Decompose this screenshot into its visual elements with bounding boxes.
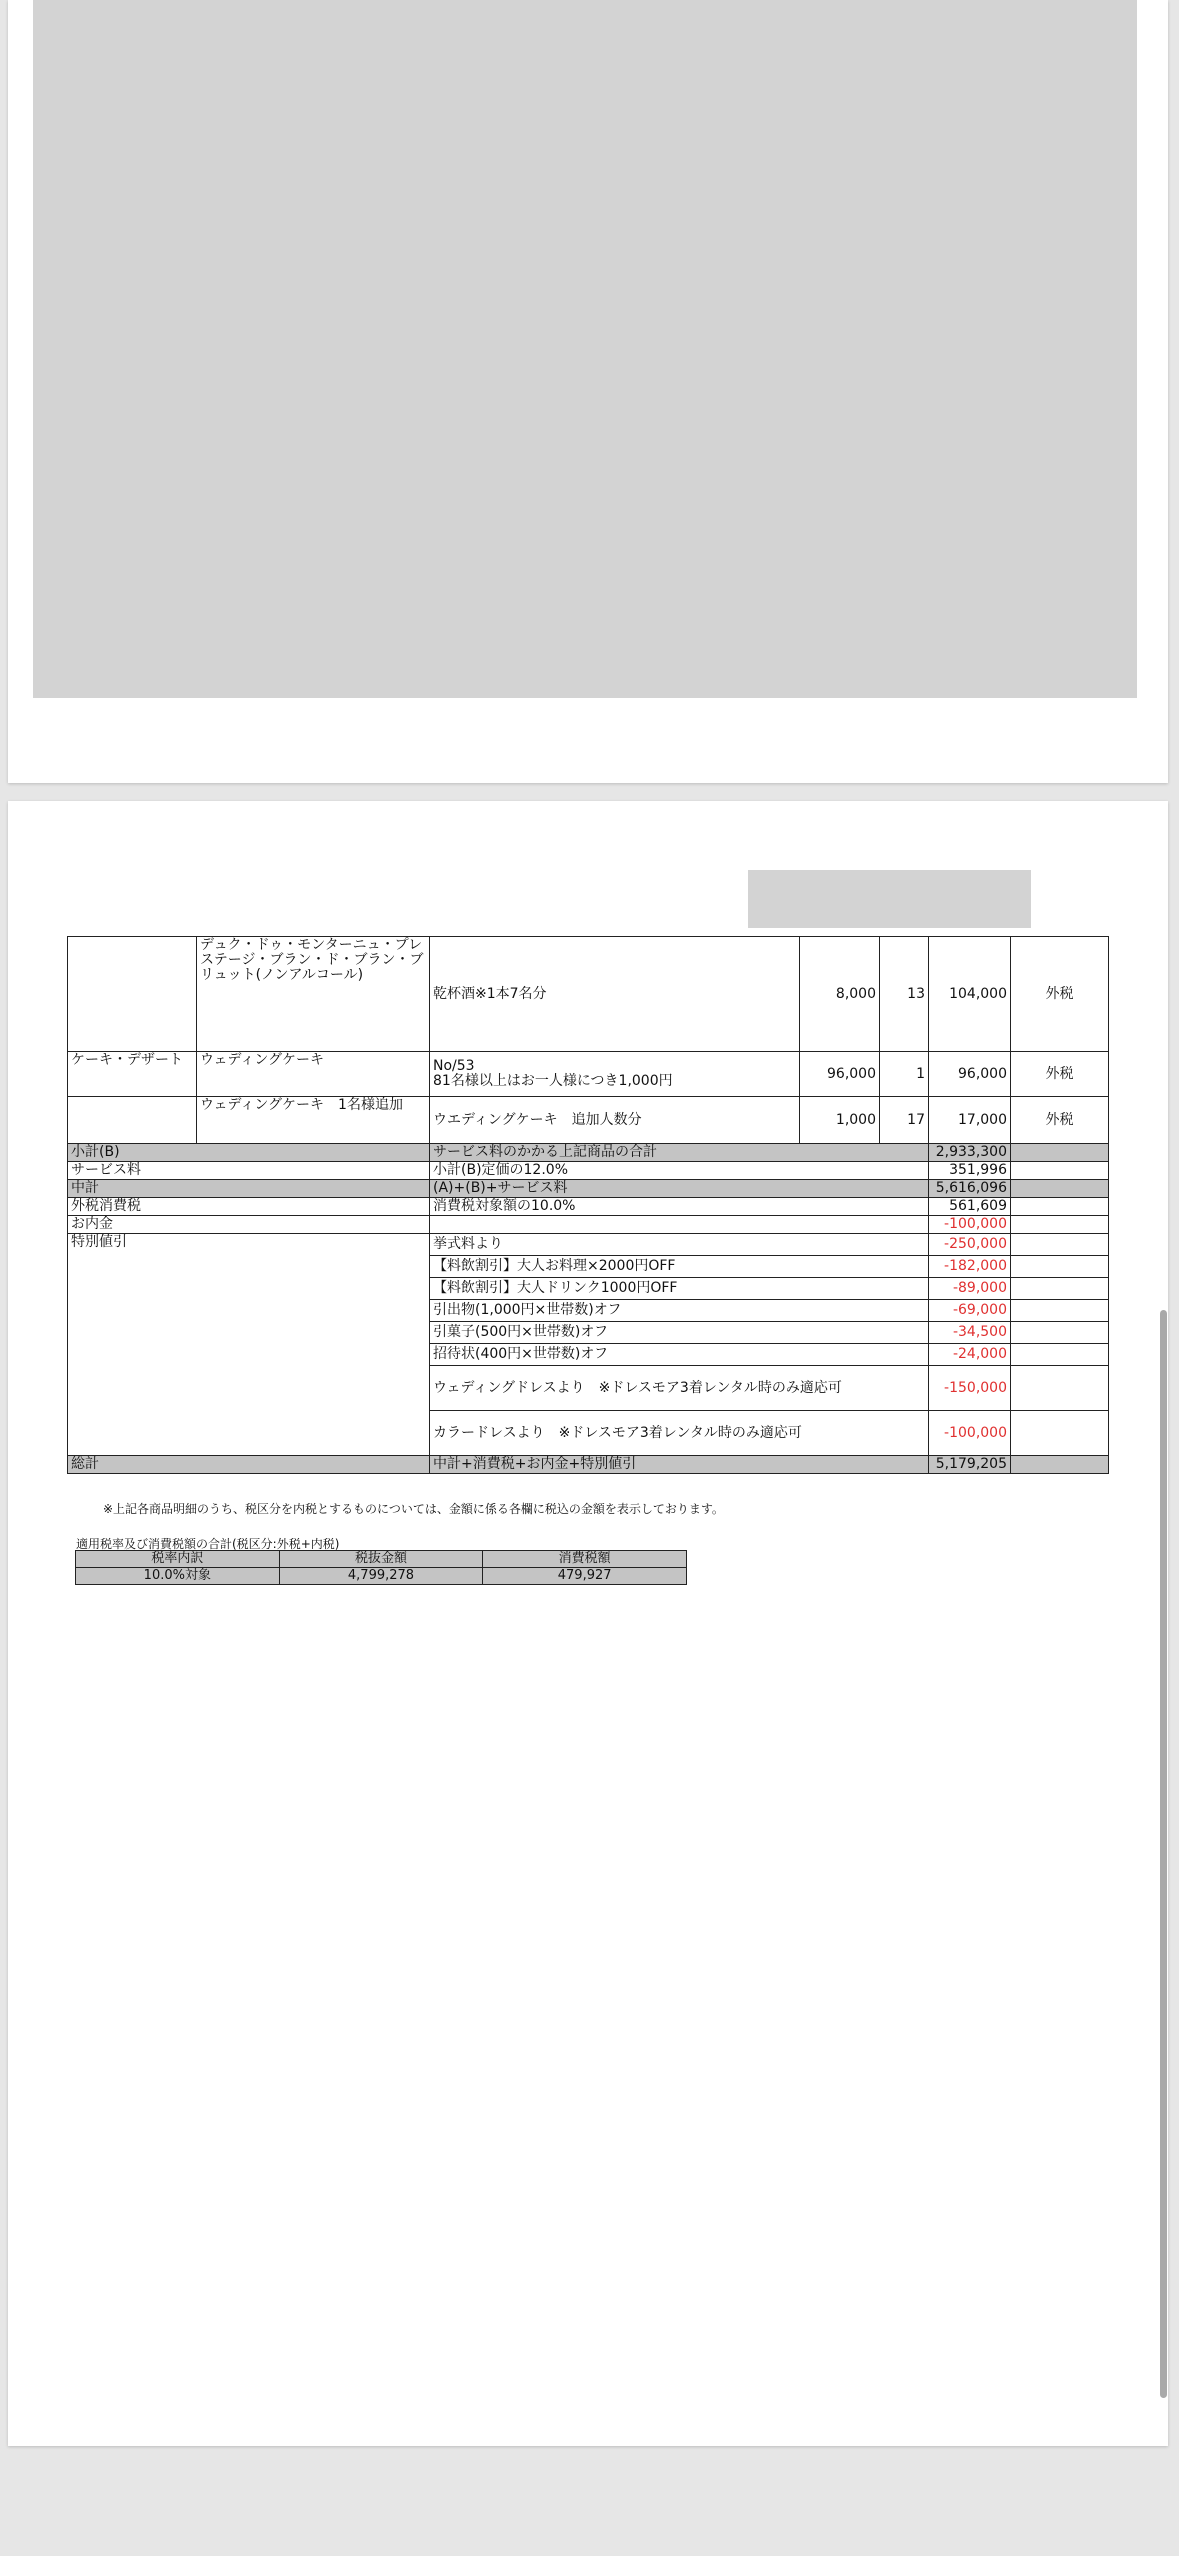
discount-desc: 招待状(400円×世帯数)オフ (430, 1344, 929, 1366)
total-amount: 5,179,205 (929, 1456, 1011, 1474)
estimate-table (67, 936, 1109, 1474)
tax-summary-caption: 適用税率及び消費税額の合計(税区分:外税+内税) (76, 1537, 340, 1551)
summary-label: お内金 (68, 1216, 430, 1234)
item-amount: 96,000 (929, 1052, 1011, 1097)
item-unit-price: 1,000 (800, 1097, 880, 1144)
tax-header-tax: 消費税額 (483, 1551, 687, 1568)
discount-desc: カラードレスより ※ドレスモア3着レンタル時のみ適応可 (430, 1411, 929, 1456)
summary-row (68, 1144, 1109, 1162)
summary-label: 外税消費税 (68, 1198, 430, 1216)
summary-desc: サービス料のかかる上記商品の合計 (430, 1144, 929, 1162)
tax-header-row (76, 1551, 687, 1568)
item-name: ウェディングケーキ 1名様追加 (197, 1097, 430, 1144)
item-qty: 1 (880, 1052, 929, 1097)
item-tax-type: 外税 (1011, 1097, 1109, 1144)
discount-amount: -69,000 (929, 1300, 1011, 1322)
tax-header-net: 税抜金額 (279, 1551, 483, 1568)
summary-desc: 小計(B)定価の12.0% (430, 1162, 929, 1180)
item-amount: 17,000 (929, 1097, 1011, 1144)
item-category: ケーキ・デザート (68, 1052, 197, 1097)
tax-rate: 10.0%対象 (76, 1568, 280, 1585)
summary-label: 小計(B) (68, 1144, 430, 1162)
discount-desc: 引菓子(500円×世帯数)オフ (430, 1322, 929, 1344)
summary-row (68, 1162, 1109, 1180)
discount-desc: 挙式料より (430, 1234, 929, 1256)
discount-amount: -89,000 (929, 1278, 1011, 1300)
discount-desc: 【料飲割引】大人ドリンク1000円OFF (430, 1278, 929, 1300)
item-tax-type: 外税 (1011, 937, 1109, 1052)
discount-amount: -24,000 (929, 1344, 1011, 1366)
item-name: デュク・ドゥ・モンターニュ・プレステージ・ブラン・ド・ブラン・ブリュット(ノンアルコール) (197, 937, 430, 1052)
item-detail: 乾杯酒※1本7名分 (430, 937, 800, 1052)
summary-row (68, 1180, 1109, 1198)
item-detail: ウエディングケーキ 追加人数分 (430, 1097, 800, 1144)
item-unit-price: 96,000 (800, 1052, 880, 1097)
item-qty: 17 (880, 1097, 929, 1144)
item-qty: 13 (880, 937, 929, 1052)
scrollbar[interactable] (1160, 1310, 1167, 2398)
tax-data-row (76, 1568, 687, 1585)
summary-row (68, 1198, 1109, 1216)
discount-row (68, 1234, 1109, 1256)
table-row (68, 1097, 1109, 1144)
item-unit-price: 8,000 (800, 937, 880, 1052)
total-desc: 中計+消費税+お内金+特別値引 (430, 1456, 929, 1474)
discount-amount: -34,500 (929, 1322, 1011, 1344)
discount-desc: 引出物(1,000円×世帯数)オフ (430, 1300, 929, 1322)
summary-desc: 消費税対象額の10.0% (430, 1198, 929, 1216)
item-amount: 104,000 (929, 937, 1011, 1052)
discount-amount: -150,000 (929, 1366, 1011, 1411)
document-page-2 (8, 801, 1168, 2446)
discount-amount: -100,000 (929, 1411, 1011, 1456)
tax-note: ※上記各商品明細のうち、税区分を内税とするものについては、金額に係る各欄に税込の金額を表示しております。 (103, 1502, 724, 1516)
summary-amount: 351,996 (929, 1162, 1011, 1180)
table-row (68, 1052, 1109, 1097)
discount-desc: 【料飲割引】大人お料理×2000円OFF (430, 1256, 929, 1278)
summary-row (68, 1216, 1109, 1234)
summary-desc: (A)+(B)+サービス料 (430, 1180, 929, 1198)
redacted-area (33, 0, 1137, 698)
summary-label: 中計 (68, 1180, 430, 1198)
tax-amount: 479,927 (483, 1568, 687, 1585)
document-page-1 (8, 0, 1168, 783)
summary-amount: 5,616,096 (929, 1180, 1011, 1198)
summary-desc (430, 1216, 929, 1234)
item-name: ウェディングケーキ (197, 1052, 430, 1097)
redacted-header-box (748, 870, 1031, 928)
discount-amount: -182,000 (929, 1256, 1011, 1278)
item-category (68, 937, 197, 1052)
special-discount-label: 特別値引 (68, 1234, 430, 1456)
summary-amount: 561,609 (929, 1198, 1011, 1216)
table-row (68, 937, 1109, 1052)
summary-amount: -100,000 (929, 1216, 1011, 1234)
summary-amount: 2,933,300 (929, 1144, 1011, 1162)
total-label: 総計 (68, 1456, 430, 1474)
item-detail: No/53 81名様以上はお一人様につき1,000円 (430, 1052, 800, 1097)
total-row (68, 1456, 1109, 1474)
item-category (68, 1097, 197, 1144)
discount-desc: ウェディングドレスより ※ドレスモア3着レンタル時のみ適応可 (430, 1366, 929, 1411)
item-tax-type: 外税 (1011, 1052, 1109, 1097)
summary-label: サービス料 (68, 1162, 430, 1180)
tax-summary-table (75, 1550, 687, 1585)
discount-amount: -250,000 (929, 1234, 1011, 1256)
tax-header-rate: 税率内訳 (76, 1551, 280, 1568)
tax-net-amount: 4,799,278 (279, 1568, 483, 1585)
